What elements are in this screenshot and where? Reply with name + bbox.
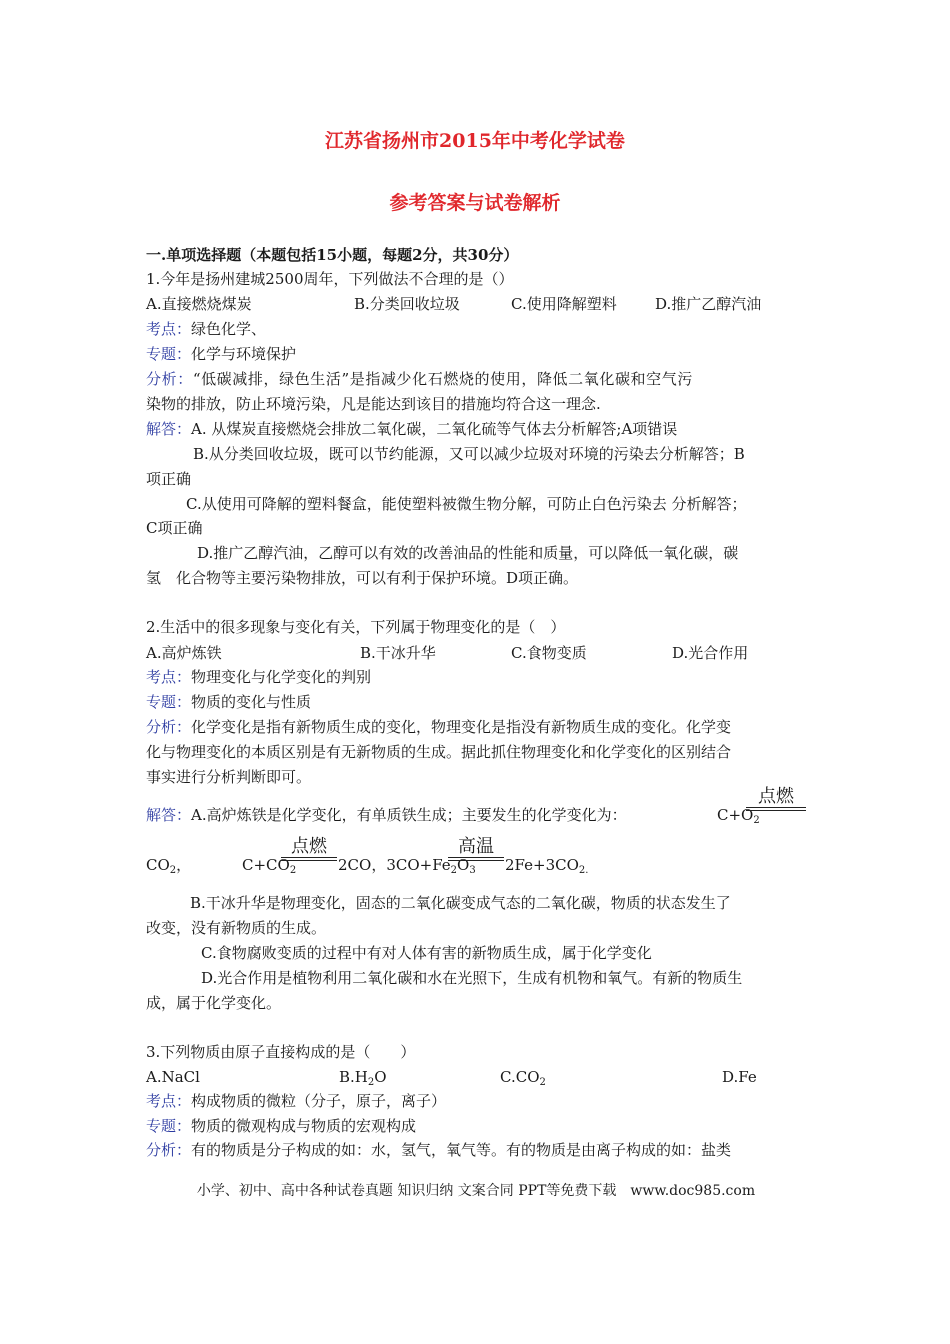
q3-kaodian	[146, 1091, 446, 1111]
q2-option-b: B.干冰升华	[360, 644, 436, 662]
q3-option-b: $B.H_2O$	[339, 1068, 387, 1088]
equals-sign	[281, 857, 337, 861]
q2-fenxi-line3: 事实进行分析判断即可。	[146, 768, 312, 786]
q1-option-a: A.直接燃烧煤炭	[146, 295, 252, 313]
q1-fenxi-line1	[146, 369, 693, 389]
q3-zhuanti	[146, 1116, 416, 1136]
q3-fenxi-line1	[146, 1140, 731, 1160]
jieda-text: A. 从煤炭直接燃烧会排放二氧化碳，二氧化硫等气体去分析解答;A项错误	[191, 420, 678, 438]
section-heading: 一.单项选择题（本题包括15小题，每题2分，共30分）	[146, 246, 519, 264]
q1-jieda-d-line1: D.推广乙醇汽油，乙醇可以有效的改善油品的性能和质量，可以降低一氧化碳，碳	[197, 544, 739, 562]
q3-option-c: $C.CO_2$	[500, 1068, 546, 1088]
q1-jieda-c-line1: C.从使用可降解的塑料餐盒，能使塑料被微生物分解，可防止白色污染去 分析解答；	[186, 495, 747, 513]
footer-text: 小学、初中、高中各种试卷真题 知识归纳 文案合同 PPT等免费下载 www.doc985.com	[196, 1183, 756, 1199]
q1-jieda-b-line2: 项正确	[146, 470, 192, 488]
q2-jieda-a	[146, 805, 627, 825]
q3-stem: 3.下列物质由原子直接构成的是（ ）	[146, 1043, 416, 1061]
equals-sign	[448, 857, 504, 861]
equation-3-arrow	[448, 837, 504, 861]
document-title: 江苏省扬州市2015年中考化学试卷	[325, 130, 625, 152]
condition-ignite: 点燃	[758, 786, 794, 807]
fenxi-label: 分析：	[146, 370, 193, 388]
kaodian-label: 考点：	[146, 320, 192, 338]
q2-jieda-d-line1: D.光合作用是植物利用二氧化碳和水在光照下，生成有机物和氧气。有新的物质生	[201, 969, 743, 987]
condition-high-temperature: 高温	[458, 836, 494, 857]
jieda-label: 解答：	[146, 420, 192, 438]
q2-option-a: A.高炉炼铁	[146, 644, 222, 662]
zhuanti-label: 专题：	[146, 1117, 192, 1135]
zhuanti-text: 物质的微观构成与物质的宏观构成	[191, 1117, 417, 1135]
q2-kaodian	[146, 667, 371, 687]
condition-ignite: 点燃	[291, 836, 327, 857]
kaodian-label: 考点：	[146, 668, 192, 686]
q1-option-d: D.推广乙醇汽油	[655, 295, 762, 313]
q2-stem: 2.生活中的很多现象与变化有关，下列属于物理变化的是（ ）	[146, 618, 566, 636]
equation-1-arrow	[746, 787, 806, 811]
kaodian-text: 绿色化学、	[191, 320, 267, 338]
q2-fenxi-line1	[146, 717, 731, 737]
fenxi-text: “低碳减排，绿色生活”是指减少化石燃烧的使用，降低二氧化碳和空气污	[192, 370, 693, 388]
q2-option-c: C.食物变质	[511, 644, 587, 662]
q1-jieda-c-line2: C项正确	[146, 519, 203, 537]
q2-jieda-b-line1: B.干冰升华是物理变化，固态的二氧化碳变成气态的二氧化碳，物质的状态发生了	[190, 894, 731, 912]
fenxi-text: 化学变化是指有新物质生成的变化，物理变化是指没有新物质生成的变化。化学变	[191, 718, 732, 736]
jieda-label: 解答：	[146, 806, 192, 824]
jieda-text: A.高炉炼铁是化学变化，有单质铁生成；主要发生的化学变化为：	[191, 806, 627, 824]
q2-fenxi-line2: 化与物理变化的本质区别是有无新物质的生成。据此抓住物理变化和化学变化的区别结合	[146, 743, 732, 761]
q1-stem: 1.今年是扬州建城2500周年，下列做法不合理的是（）	[146, 270, 514, 288]
equation-1-right: $CO_2$，	[146, 856, 192, 876]
q2-zhuanti	[146, 692, 311, 712]
zhuanti-text: 物质的变化与性质	[191, 693, 312, 711]
q2-jieda-c: C.食物腐败变质的过程中有对人体有害的新物质生成，属于化学变化	[201, 944, 652, 962]
q1-jieda-b-line1: B.从分类回收垃圾，既可以节约能源，又可以减少垃圾对环境的污染去分析解答；B	[193, 445, 745, 463]
q2-jieda-b-line2: 改变，没有新物质的生成。	[146, 919, 327, 937]
kaodian-text: 构成物质的微粒（分子，原子，离子）	[191, 1092, 447, 1110]
equation-3-right: $2Fe+3CO_{2.}$	[505, 856, 589, 876]
equation-2-right: 2CO，$3CO+Fe_2O_3$	[338, 856, 476, 876]
q1-jieda-d-line2: 氢 化合物等主要污染物排放，可以有利于保护环境。D项正确。	[146, 569, 579, 587]
q1-jieda-a	[146, 419, 677, 439]
q1-kaodian	[146, 319, 266, 339]
q3-option-d: D.Fe	[722, 1068, 757, 1086]
zhuanti-label: 专题：	[146, 693, 192, 711]
q1-option-b: B.分类回收垃圾	[354, 295, 460, 313]
equation-1-left: $C+O_2$	[717, 806, 760, 826]
q1-option-c: C.使用降解塑料	[511, 295, 617, 313]
q2-option-d: D.光合作用	[672, 644, 749, 662]
zhuanti-label: 专题：	[146, 345, 192, 363]
kaodian-label: 考点：	[146, 1092, 192, 1110]
equation-2-arrow	[281, 837, 337, 861]
q1-fenxi-line2: 染物的排放，防止环境污染，凡是能达到该目的措施均符合这一理念.	[146, 395, 601, 413]
fenxi-text: 有的物质是分子构成的如：水，氢气，氧气等。有的物质是由离子构成的如：盐类	[191, 1141, 732, 1159]
document-subtitle: 参考答案与试卷解析	[389, 192, 561, 214]
equals-sign	[746, 807, 806, 811]
q3-option-a: A.NaCl	[146, 1068, 200, 1086]
fenxi-label: 分析：	[146, 1141, 192, 1159]
equation-2-left: $C+CO_2$	[242, 856, 297, 876]
q1-zhuanti	[146, 344, 296, 364]
fenxi-label: 分析：	[146, 718, 192, 736]
q2-jieda-d-line2: 成，属于化学变化。	[146, 994, 282, 1012]
zhuanti-text: 化学与环境保护	[191, 345, 297, 363]
kaodian-text: 物理变化与化学变化的判别	[191, 668, 372, 686]
